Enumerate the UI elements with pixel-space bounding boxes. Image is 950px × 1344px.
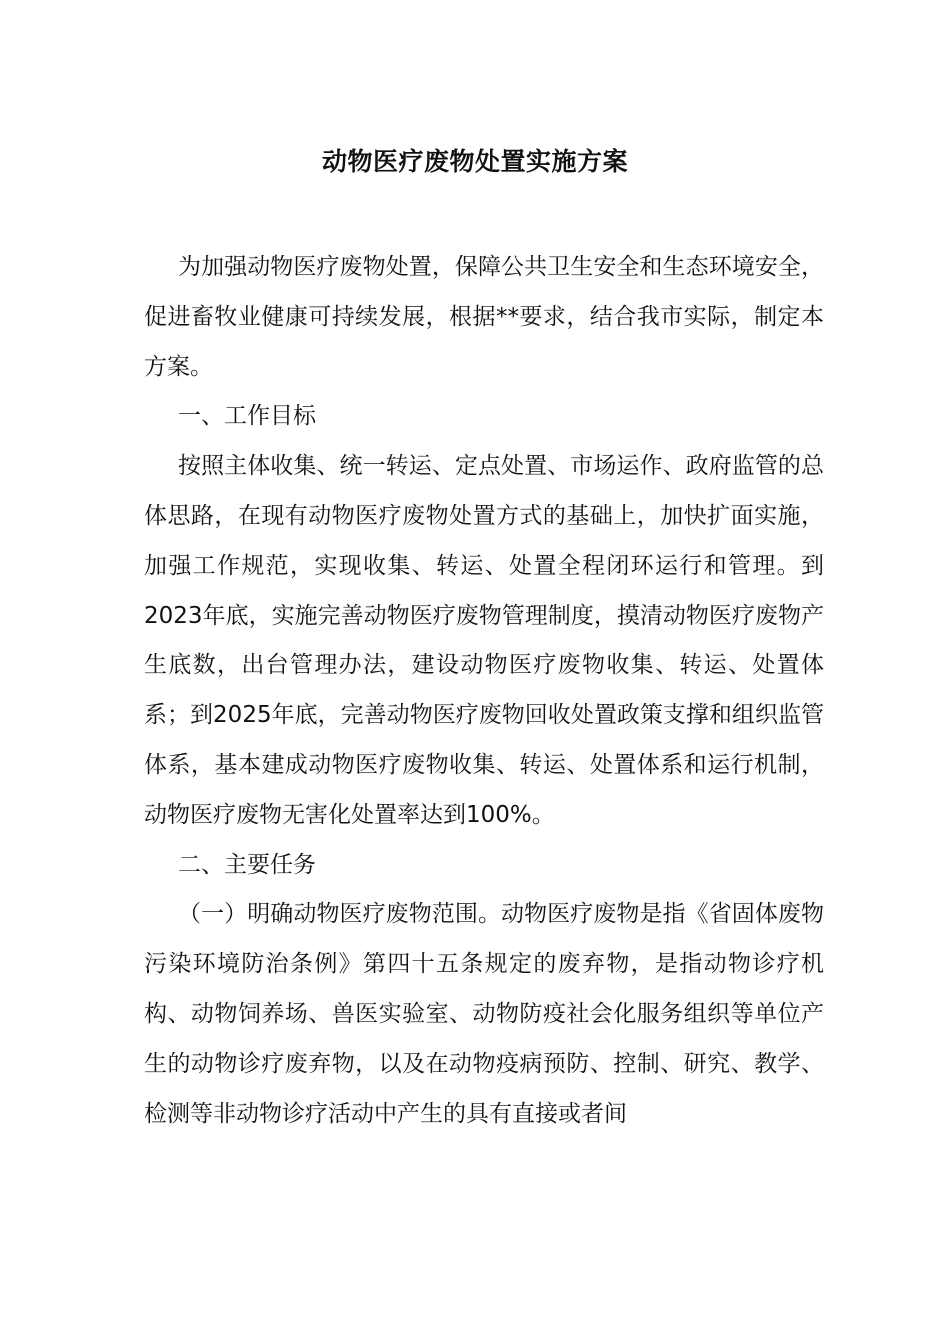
document-title: 动物医疗废物处置实施方案 xyxy=(321,147,628,176)
document-body xyxy=(144,243,824,1139)
section-heading-goals: 一、工作目标 xyxy=(178,403,316,430)
paragraph-intro: 为加强动物医疗废物处置，保障公共卫生安全和生态环境安全，促进畜牧业健康可持续发展，根据**要求，结合我市实际，制定本方案。 xyxy=(144,254,824,380)
paragraph-task-1: （一）明确动物医疗废物范围。动物医疗废物是指《省固体废物污染环境防治条例》第四十五条规定的废弃物，是指动物诊疗机构、动物饲养场、兽医实验室、动物防疫社会化服务组织等单位产生的动物诊疗废弃物，以及在动物疫病预防、控制、研究、教学、检测等非动物诊疗活动中产生的具有直接或者间 xyxy=(144,901,824,1127)
paragraph-goals: 按照主体收集、统一转运、定点处置、市场运作、政府监管的总体思路，在现有动物医疗废物处置方式的基础上，加快扩面实施，加强工作规范，实现收集、转运、处置全程闭环运行和管理。到2023年底，实施完善动物医疗废物管理制度，摸清动物医疗废物产生底数，出台管理办法，建设动物医疗废物收集、转运、处置体系；到2025年底，完善动物医疗废物回收处置政策支撑和组织监管体系，基本建成动物医疗废物收集、转运、处置体系和运行机制，动物医疗废物无害化处置率达到100%。 xyxy=(144,453,824,828)
section-heading-tasks: 二、主要任务 xyxy=(178,851,316,878)
